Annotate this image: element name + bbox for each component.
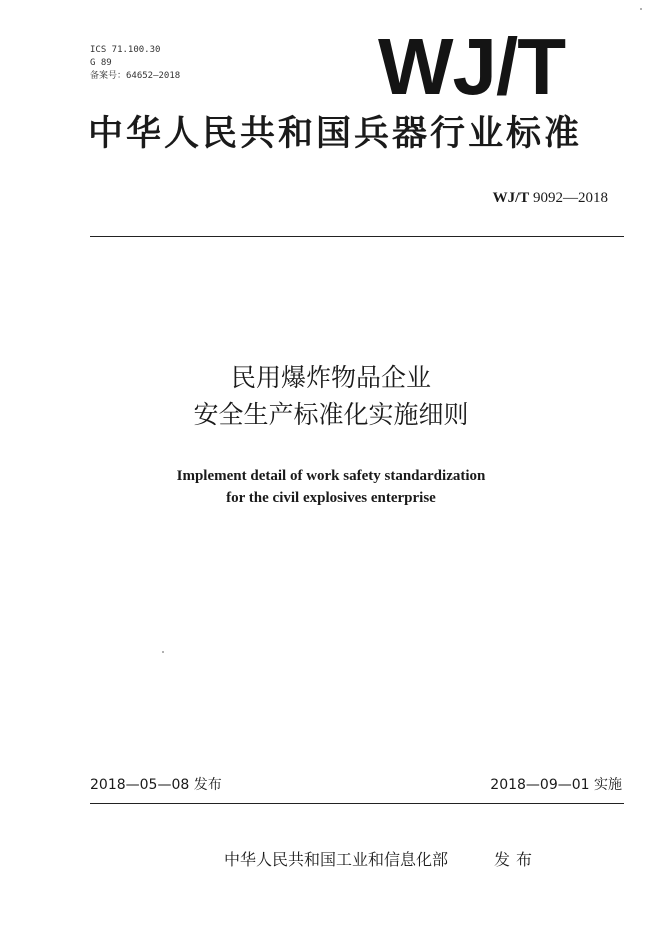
standard-logo: WJ/T — [378, 22, 566, 111]
standard-code: WJ/T — [492, 190, 530, 206]
ics-code: ICS 71.100.30 — [90, 45, 161, 55]
filing-number: 备案号：64652—2018 — [90, 71, 181, 81]
issue-date: 2018—05—08 发布 — [90, 777, 222, 793]
ccs-code: G 89 — [90, 58, 112, 68]
standard-number-value: 9092—2018 — [533, 190, 608, 206]
industry-standard-title: 中华人民共和国兵器行业标准 — [88, 114, 583, 154]
bottom-divider — [90, 803, 624, 804]
standard-number — [493, 189, 608, 207]
issuing-authority: 中华人民共和国工业和信息化部 — [224, 850, 449, 869]
english-title-line-2: for the civil explosives enterprise — [226, 490, 436, 506]
english-title-line-1: Implement detail of work safety standardization — [176, 468, 486, 484]
issue-action: 发布 — [494, 850, 539, 869]
implementation-date: 2018—09—01 实施 — [490, 777, 622, 793]
top-divider — [90, 236, 624, 237]
chinese-title-line-1: 民用爆炸物品企业 — [230, 363, 431, 392]
scan-speck — [162, 651, 164, 653]
chinese-title-line-2: 安全生产标准化实施细则 — [193, 400, 469, 429]
scan-speck — [640, 8, 642, 10]
